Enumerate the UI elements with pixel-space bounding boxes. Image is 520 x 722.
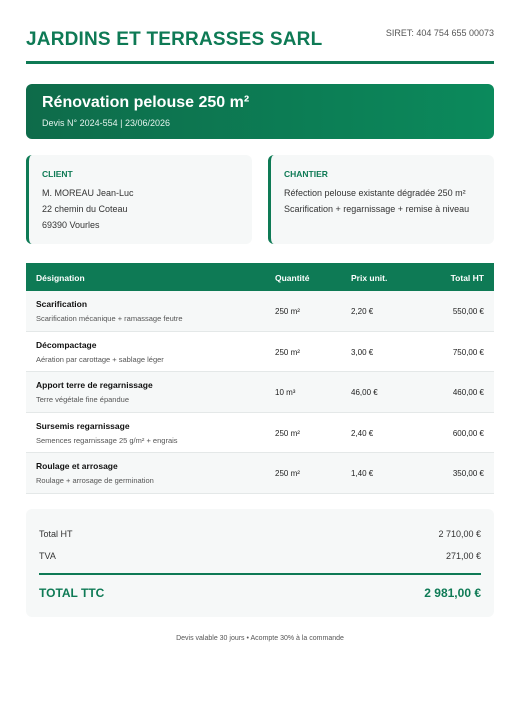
quote-banner	[26, 84, 494, 139]
chantier-line: Réfection pelouse existante dégradée 250 m²	[284, 188, 466, 198]
table-row	[26, 453, 494, 494]
table-row	[26, 372, 494, 413]
item-unit-price: 2,40 €	[351, 428, 374, 438]
totals-panel	[26, 509, 494, 617]
chantier-card	[268, 155, 494, 244]
tva-value: 271,00 €	[445, 551, 481, 561]
client-address: 22 chemin du Coteau	[42, 204, 128, 214]
quote-title: Rénovation pelouse 250 m²	[42, 94, 250, 111]
item-unit-price: 1,40 €	[351, 469, 374, 478]
table-row	[26, 413, 494, 454]
header-total: Total HT	[450, 273, 484, 283]
chantier-heading: CHANTIER	[284, 169, 328, 179]
item-quantity: 250 m²	[275, 469, 300, 478]
company-name: JARDINS ET TERRASSES SARL	[26, 29, 323, 50]
header-quantite: Quantité	[275, 273, 310, 283]
item-quantity: 250 m²	[275, 347, 300, 357]
client-name: M. MOREAU Jean-Luc	[42, 188, 134, 198]
item-name: Apport terre de regarnissage	[36, 380, 153, 390]
item-name: Roulage et arrosage	[36, 461, 118, 471]
item-description: Semences regarnissage 25 g/m² + engrais	[36, 435, 178, 445]
item-description: Roulage + arrosage de germination	[36, 476, 154, 485]
item-total: 600,00 €	[452, 428, 484, 438]
document-header	[26, 24, 494, 64]
item-quantity: 250 m²	[275, 428, 300, 438]
chantier-line: Scarification + regarnissage + remise à niveau	[284, 204, 470, 214]
client-city: 69390 Vourles	[42, 220, 100, 230]
quote-table	[26, 263, 494, 494]
tva-label: TVA	[39, 551, 56, 561]
item-name: Scarification	[36, 299, 88, 309]
item-name: Sursemis regarnissage	[36, 420, 130, 431]
siret-number: SIRET: 404 754 655 00073	[385, 28, 494, 38]
item-unit-price: 46,00 €	[351, 388, 378, 397]
table-row	[26, 291, 494, 332]
total-ttc-value: 2 981,00 €	[424, 586, 481, 600]
header-designation: Désignation	[36, 273, 85, 283]
item-total: 460,00 €	[452, 388, 484, 397]
item-unit-price: 2,20 €	[351, 307, 374, 316]
quote-number-date: Devis N° 2024-554 | 23/06/2026	[42, 118, 171, 128]
item-name: Décompactage	[36, 339, 97, 350]
item-unit-price: 3,00 €	[351, 347, 374, 357]
client-card	[26, 155, 252, 244]
item-total: 350,00 €	[452, 469, 484, 478]
item-total: 750,00 €	[452, 347, 484, 357]
item-quantity: 250 m²	[275, 307, 300, 316]
footer-note: Devis valable 30 jours • Acompte 30% à la commande	[176, 635, 344, 642]
header-prix: Prix unit.	[351, 273, 388, 283]
client-heading: CLIENT	[42, 169, 73, 179]
item-description: Scarification mécanique + ramassage feutre	[36, 314, 183, 323]
total-ht-value: 2 710,00 €	[438, 529, 481, 539]
item-description: Terre végétale fine épandue	[36, 395, 129, 404]
total-ttc-label: TOTAL TTC	[39, 586, 105, 600]
total-ht-label: Total HT	[39, 529, 73, 539]
item-description: Aération par carottage + sablage léger	[36, 354, 164, 364]
totals-divider	[39, 573, 481, 575]
item-quantity: 10 m³	[275, 388, 296, 397]
table-header	[26, 263, 494, 291]
table-row	[26, 332, 494, 373]
item-total: 550,00 €	[452, 307, 484, 316]
